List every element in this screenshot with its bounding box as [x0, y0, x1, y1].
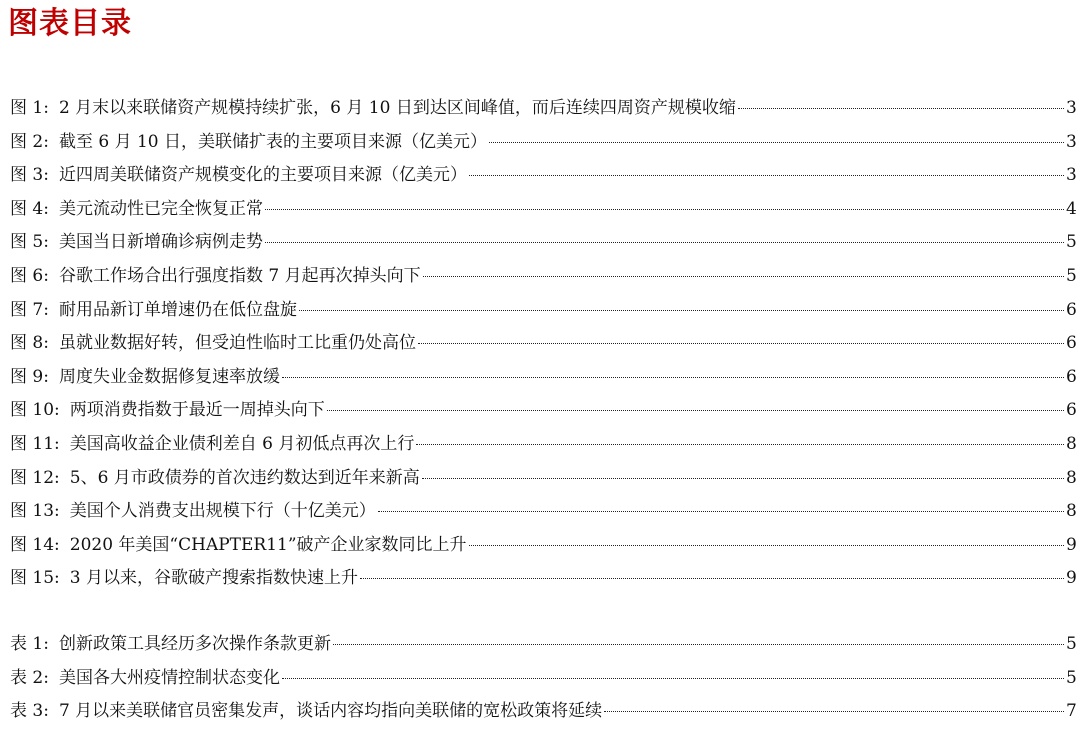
entry-title: 截至 6 月 10 日，美联储扩表的主要项目来源（亿美元）: [58, 131, 488, 152]
entry-title: 2 月末以来联储资产规模持续扩张，6 月 10 日到达区间峰值，而后连续四周资产规模收缩: [58, 98, 736, 118]
toc-entry-figure-3[interactable]: [10, 159, 1076, 193]
entry-title: 美国高收益企业债利差自 6 月初低点再次上行: [69, 433, 415, 454]
toc-entry-figure-5[interactable]: [10, 226, 1076, 260]
entry-label: 图 1:: [10, 98, 49, 118]
toc-entry-figure-11[interactable]: [10, 428, 1076, 462]
entry-page-number: 4: [1066, 198, 1077, 219]
dot-leader: [469, 175, 1064, 176]
entry-label: 图 7:: [10, 299, 49, 320]
dot-leader: [378, 511, 1064, 512]
toc-entry-figure-1[interactable]: [10, 92, 1076, 126]
entry-label: 表 1:: [10, 634, 49, 654]
entry-label: 图 9:: [10, 366, 49, 387]
dot-leader: [469, 545, 1064, 546]
entry-page-number: 5: [1066, 634, 1077, 654]
entry-page-number: 5: [1066, 265, 1077, 286]
entry-label: 图 2:: [10, 131, 49, 152]
toc-entry-figure-10[interactable]: [10, 394, 1076, 428]
table-list: [10, 628, 1076, 729]
figure-list: [10, 92, 1076, 596]
entry-title: 5、6 月市政债券的首次违约数达到近年来新高: [69, 467, 420, 488]
entry-page-number: 3: [1066, 131, 1077, 152]
dot-leader: [327, 410, 1064, 411]
entry-title: 创新政策工具经历多次操作条款更新: [58, 634, 331, 654]
dot-leader: [360, 578, 1064, 579]
entry-title: 近四周美联储资产规模变化的主要项目来源（亿美元）: [58, 165, 467, 186]
entry-page-number: 5: [1066, 232, 1077, 253]
dot-leader: [265, 242, 1064, 243]
entry-label: 图 4:: [10, 198, 49, 219]
dot-leader: [738, 108, 1064, 109]
entry-title: 虽就业数据好转，但受迫性临时工比重仍处高位: [58, 333, 416, 354]
toc-entry-table-1[interactable]: [10, 628, 1076, 662]
entry-page-number: 8: [1066, 501, 1077, 522]
dot-leader: [416, 444, 1064, 445]
entry-page-number: 5: [1066, 667, 1077, 688]
entry-label: 图 13:: [10, 501, 60, 522]
entry-label: 图 11:: [10, 433, 60, 454]
entry-page-number: 6: [1066, 400, 1077, 421]
dot-leader: [299, 310, 1064, 311]
entry-page-number: 7: [1066, 701, 1077, 722]
entry-label: 图 12:: [10, 467, 60, 488]
entry-title: 7 月以来美联储官员密集发声，谈话内容均指向美联储的宽松政策将延续: [58, 701, 603, 722]
toc-entry-figure-4[interactable]: [10, 193, 1076, 227]
entry-page-number: 3: [1066, 98, 1077, 118]
toc-entry-figure-13[interactable]: [10, 495, 1076, 529]
dot-leader: [265, 209, 1064, 210]
entry-label: 图 8:: [10, 333, 49, 354]
dot-leader: [489, 142, 1064, 143]
entry-page-number: 6: [1066, 299, 1077, 320]
page-title: 图表目录: [8, 6, 132, 41]
entry-page-number: 9: [1066, 568, 1077, 589]
toc-entry-figure-14[interactable]: [10, 529, 1076, 563]
entry-label: 图 5:: [10, 232, 49, 253]
toc-entry-figure-6[interactable]: [10, 260, 1076, 294]
entry-label: 表 3:: [10, 701, 49, 722]
entry-title: 3 月以来，谷歌破产搜索指数快速上升: [69, 568, 358, 589]
dot-leader: [333, 644, 1064, 645]
entry-title: 2020 年美国“CHAPTER11”破产企业家数同比上升: [69, 534, 467, 555]
entry-label: 表 2:: [10, 667, 49, 688]
toc-entry-figure-12[interactable]: [10, 462, 1076, 496]
entry-title: 耐用品新订单增速仍在低位盘旋: [58, 299, 297, 320]
dot-leader: [282, 377, 1064, 378]
entry-page-number: 3: [1066, 165, 1077, 186]
entry-label: 图 14:: [10, 534, 60, 555]
entry-page-number: 8: [1066, 433, 1077, 454]
entry-title: 周度失业金数据修复速率放缓: [58, 366, 280, 387]
entry-title: 美国各大州疫情控制状态变化: [58, 667, 280, 688]
toc-entry-table-2[interactable]: [10, 662, 1076, 696]
entry-label: 图 10:: [10, 400, 60, 421]
entry-page-number: 8: [1066, 467, 1077, 488]
dot-leader: [282, 678, 1064, 679]
entry-title: 两项消费指数于最近一周掉头向下: [69, 400, 325, 421]
entry-title: 美元流动性已完全恢复正常: [58, 198, 263, 219]
dot-leader: [422, 478, 1064, 479]
dot-leader: [604, 711, 1064, 712]
entry-page-number: 6: [1066, 333, 1077, 354]
dot-leader: [418, 343, 1064, 344]
entry-label: 图 6:: [10, 265, 49, 286]
toc-entry-figure-9[interactable]: [10, 361, 1076, 395]
entry-label: 图 15:: [10, 568, 60, 589]
dot-leader: [423, 276, 1064, 277]
entry-page-number: 6: [1066, 366, 1077, 387]
toc-entry-figure-2[interactable]: [10, 126, 1076, 160]
toc-entry-figure-15[interactable]: [10, 562, 1076, 596]
entry-label: 图 3:: [10, 165, 49, 186]
entry-title: 美国当日新增确诊病例走势: [58, 232, 263, 253]
entry-title: 谷歌工作场合出行强度指数 7 月起再次掉头向下: [58, 265, 421, 286]
toc-entry-figure-7[interactable]: [10, 294, 1076, 328]
entry-title: 美国个人消费支出规模下行（十亿美元）: [69, 501, 376, 522]
entry-page-number: 9: [1066, 534, 1077, 555]
toc-entry-figure-8[interactable]: [10, 327, 1076, 361]
